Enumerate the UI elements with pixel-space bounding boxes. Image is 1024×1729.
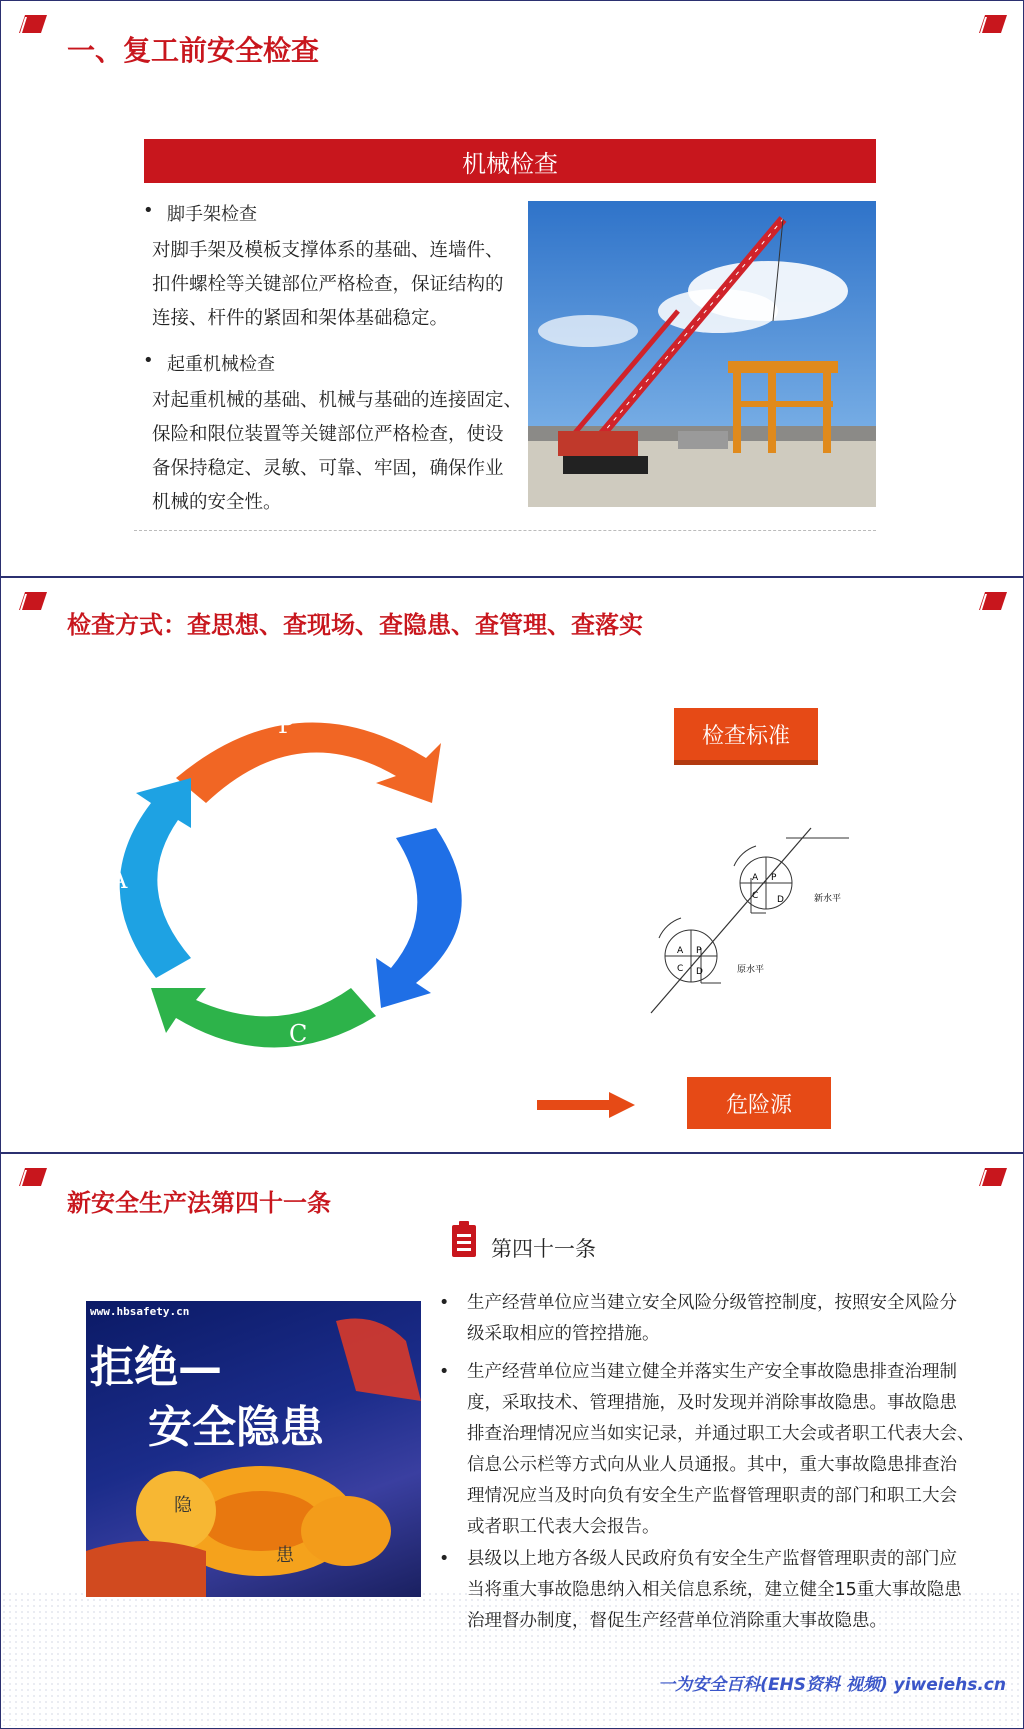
corner-flag-icon [17,13,47,35]
d-arrow [376,828,462,1008]
svg-text:A: A [752,873,759,883]
text-line: 当将重大事故隐患纳入相关信息系统，建立健全15重大事故隐患 [467,1580,962,1600]
corner-flag-icon [977,590,1007,612]
a-arrow [120,778,191,978]
text-line: 信息公示栏等方式向从业人员通报。其中，重大事故隐患排查治 [467,1455,957,1475]
section-banner: 机械检查 [144,139,876,183]
poster-knot2: 患 [276,1545,294,1566]
p-letter: P [278,711,295,739]
svg-text:D: D [696,967,703,977]
text-line: 保险和限位装置等关键部位严格检查，使设 [152,424,504,445]
poster-site: www.hbsafety.cn [90,1305,190,1318]
text-line: 对起重机械的基础、机械与基础的连接固定、 [152,390,523,411]
slide-title: 新安全生产法第四十一条 [67,1189,331,1217]
text-line: 排查治理情况应当如实记录，并通过职工大会或者职工代表大会、 [467,1424,975,1444]
old-level-label: 原水平 [737,965,765,975]
text-line: 备保持稳定、灵敏、可靠、牢固，确保作业 [152,458,504,479]
bullet-scaffold: • 脚手架检查 [167,200,257,226]
text-line: 级采取相应的管控措施。 [467,1324,660,1344]
svg-text:C: C [752,891,759,901]
law-item-1 [467,1288,1007,1350]
a-letter: A [110,866,128,894]
slide-safety-law-article [0,1153,1024,1729]
pdca-cycle-diagram [96,688,506,1048]
svg-text:P: P [696,946,702,956]
poster-line2: 安全隐患 [148,1402,324,1453]
slide-inspection-methods [0,577,1024,1153]
d-letter: D [469,872,489,900]
slide-title: 一、复工前安全检查 [67,34,320,67]
corner-flag-icon [17,1166,47,1188]
law-item-2 [467,1357,1007,1543]
c-arrow [151,988,376,1048]
crane-photo [528,201,876,507]
p-arrow [176,722,441,803]
text-line: 对脚手架及模板支撑体系的基础、连墙件、 [152,240,504,261]
pdca-staircase-diagram [641,818,861,1018]
text-line: 或者职工代表大会报告。 [467,1517,660,1537]
text-line: 理情况应当及时向负有安全生产监督管理职责的部门和职工大会 [467,1486,957,1506]
watermark-text: 一为安全百科(EHS资料 视频) yiweiehs.cn [658,1675,1006,1695]
corner-flag-icon [977,1166,1007,1188]
text-line: • 生产经营单位应当建立健全并落实生产安全事故隐患排查治理制 [467,1362,957,1382]
standard-button[interactable]: 检查标准 [674,708,818,760]
text-line: 扣件螺栓等关键部位严格检查，保证结构的 [152,274,504,295]
text-line: • 县级以上地方各级人民政府负有安全生产监督管理职责的部门应 [467,1549,957,1569]
poster-knot1: 隐 [174,1495,192,1516]
corner-flag-icon [977,13,1007,35]
bullet-crane: • 起重机械检查 [167,350,275,376]
poster-line1: 拒绝— [90,1342,222,1393]
hazard-button[interactable]: 危险源 [687,1077,831,1129]
svg-text:A: A [677,946,684,956]
article-title: 第四十一条 [491,1237,596,1261]
slide-title: 检查方式：查思想、查现场、查隐患、查管理、查落实 [67,611,643,639]
svg-text:P: P [771,873,777,883]
svg-text:C: C [677,964,684,974]
divider-line [134,530,876,531]
safety-poster [86,1301,421,1597]
law-item-3 [467,1544,1007,1637]
slide-machinery-inspection [0,0,1024,577]
new-level-label: 新水平 [814,894,842,904]
c-letter: C [289,1020,308,1048]
crane-paragraph [152,384,522,520]
arrow-right-icon [537,1090,637,1120]
text-line: 连接、杆件的紧固和架体基础稳定。 [152,308,449,329]
text-line: 机械的安全性。 [152,492,282,513]
corner-flag-icon [17,590,47,612]
svg-text:D: D [777,895,784,905]
text-line: 治理督办制度，督促生产经营单位消除重大事故隐患。 [467,1611,887,1631]
clipboard-icon [450,1220,478,1258]
text-line: • 生产经营单位应当建立安全风险分级管控制度，按照安全风险分 [467,1293,957,1313]
scaffold-paragraph [152,234,504,336]
text-line: 度，采取技术、管理措施，及时发现并消除事故隐患。事故隐患 [467,1393,957,1413]
